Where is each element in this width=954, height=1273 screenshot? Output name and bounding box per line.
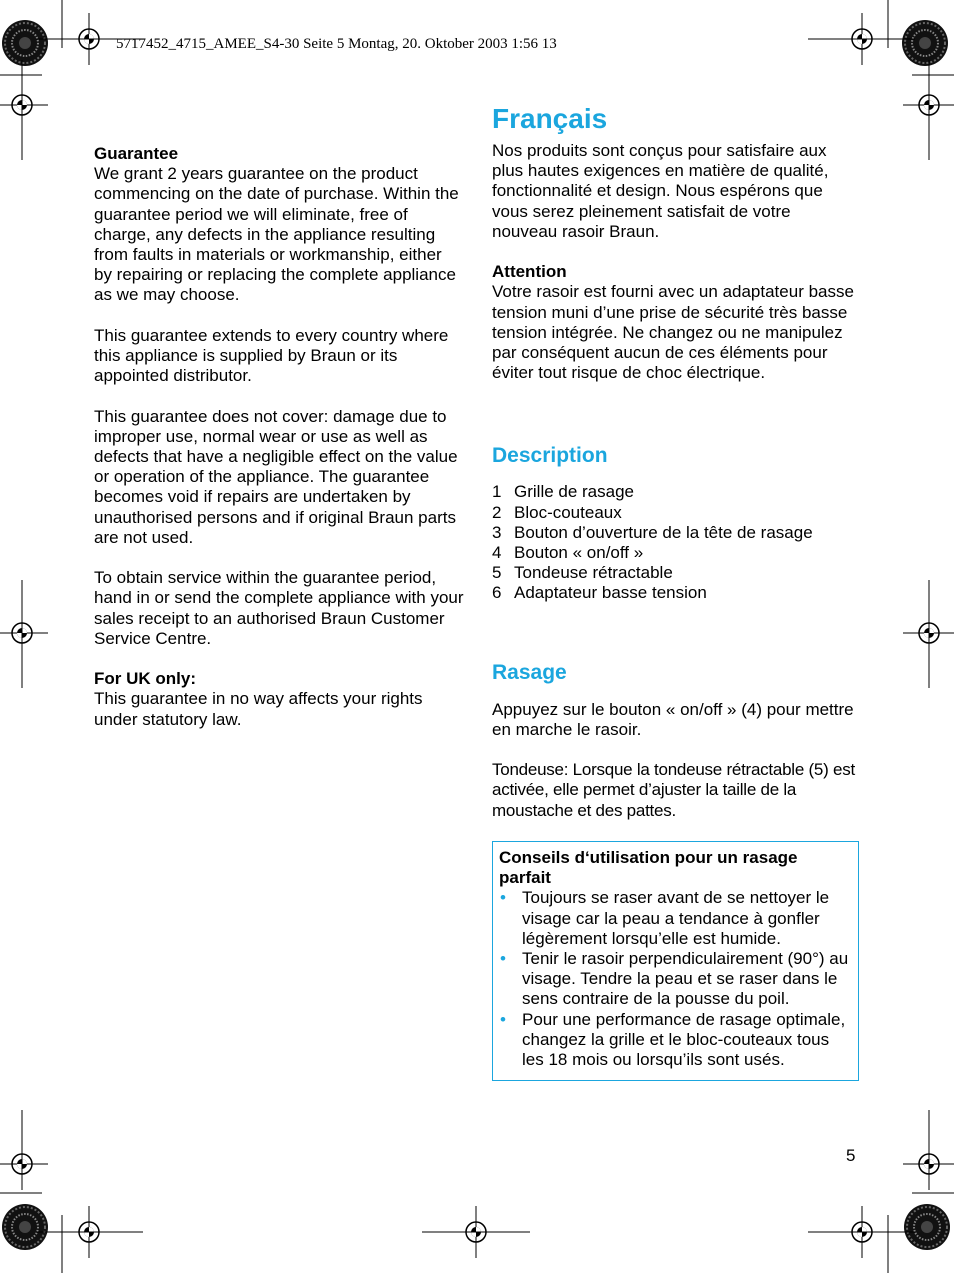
registration-mark — [0, 79, 48, 131]
attention-paragraph: Votre rasoir est fourni avec un adaptateur basse tension muni d’une prise de sécurité très basse tension intégrée. Ne changez ou ne manipulez par conséquent aucun de ces éléments pour éviter tout risque de choc électrique. — [492, 282, 854, 383]
guarantee-paragraph: This guarantee extends to every country where this appliance is supplied by Braun or its appointed distributor. — [94, 325, 449, 386]
description-list — [492, 482, 857, 603]
star-target-bottom-left — [2, 1204, 48, 1250]
intro-paragraph: Nos produits sont conçus pour satisfaire aux plus hautes exigences en matière de qualité, fonctionnalité et design. Nous espérons que vous serez pleinement satisfait de votre nouveau rasoir Braun. — [492, 141, 829, 241]
registration-mark — [0, 1138, 48, 1190]
uk-heading: For UK only: — [94, 669, 196, 689]
guarantee-paragraph: We grant 2 years guarantee on the product commencing on the date of purchase. Within the guarantee period we will eliminate, free of charge, any defects in the appliance resulting from faults in materials or workmanship, either by repairing or replacing the complete appliance as we may choose. — [94, 164, 459, 305]
list-item: 1 Grille de rasage — [492, 482, 635, 502]
attention-heading: Attention — [492, 262, 567, 282]
list-item: 6 Adaptateur basse tension — [492, 583, 707, 603]
rasage-paragraph: Tondeuse: Lorsque la tondeuse rétractable (5) est activée, elle permet d’ajuster la taille de la moustache et des pattes. — [492, 760, 855, 820]
tips-box — [492, 841, 859, 1081]
bullet-icon: • — [500, 949, 506, 969]
tips-heading: Conseils d‘utilisation pour un rasage parfait — [499, 848, 798, 888]
list-item: 5 Tondeuse rétractable — [492, 563, 673, 583]
list-item: • Pour une performance de rasage optimale, changez la grille et le bloc-couteaux tous les 18 mois ou lorsqu’ils sont usés. — [500, 1009, 846, 1070]
bullet-icon: • — [500, 1009, 506, 1029]
list-item: • Toujours se raser avant de se nettoyer le visage car la peau a tendance à gonfler légèrement lorsqu’elle est humide. — [500, 888, 830, 948]
print-slug: 5717452_4715_AMEE_S4-30 Seite 5 Montag, 20. Oktober 2003 1:56 13 — [116, 36, 557, 52]
list-item: 4 Bouton « on/off » — [492, 543, 644, 563]
bullet-icon: • — [500, 888, 506, 908]
rasage-paragraph: Appuyez sur le bouton « on/off » (4) pour mettre en marche le rasoir. — [492, 699, 854, 739]
star-target-bottom-right — [904, 1204, 950, 1250]
guarantee-paragraph: To obtain service within the guarantee period, hand in or send the complete appliance with your sales receipt to an authorised Braun Customer Service Centre. — [94, 568, 464, 648]
list-item: • Tenir le rasoir perpendiculairement (90°) au visage. Tendre la peau et se raser dans le sens contraire de la pousse du poil. — [500, 949, 849, 1009]
list-item: 3 Bouton d’ouverture de la tête de rasage — [492, 522, 813, 542]
guarantee-paragraph: This guarantee does not cover: damage due to improper use, normal wear or use as well as defects that have a negligible effect on the value or operation of the appliance. The guarantee becomes void if repairs are undertaken by unauthorised persons and if original Braun parts are not used. — [94, 406, 458, 547]
tips-list — [499, 888, 850, 1070]
rasage-heading: Rasage — [492, 660, 567, 684]
star-target-top-left — [2, 20, 48, 66]
list-item: 2 Bloc-couteaux — [492, 502, 622, 522]
guarantee-column — [94, 144, 464, 730]
uk-paragraph: This guarantee in no way affects your rights under statutory law. — [94, 689, 423, 729]
registration-mark — [0, 607, 48, 659]
guarantee-heading: Guarantee — [94, 144, 179, 163]
page-number: 5 — [846, 1146, 856, 1165]
description-heading: Description — [492, 444, 608, 468]
french-column — [492, 102, 857, 1081]
star-target-top-right — [902, 20, 948, 66]
page-title: Français — [492, 103, 608, 134]
